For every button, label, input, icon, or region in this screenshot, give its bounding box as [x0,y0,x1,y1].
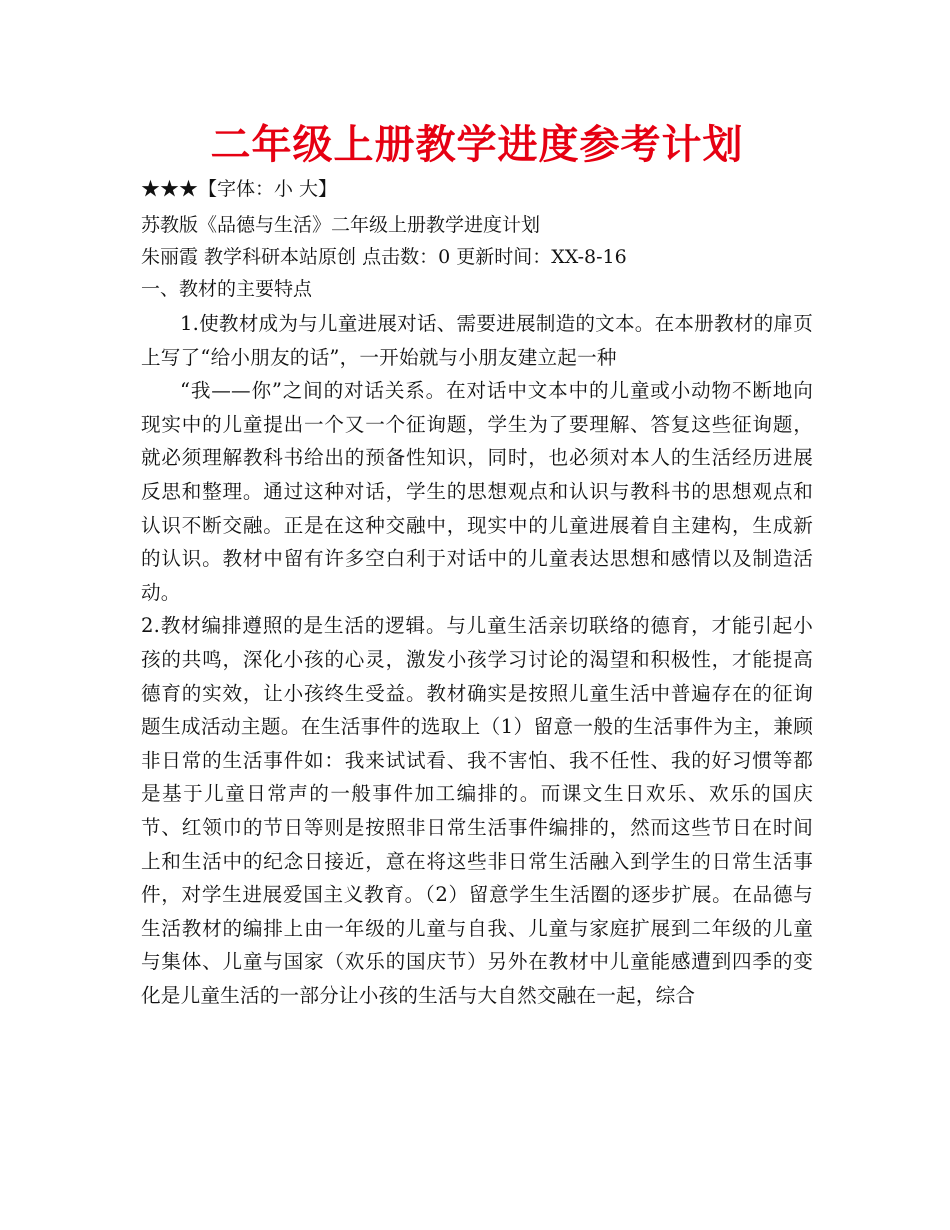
paragraph-1: 1.使教材成为与儿童进展对话、需要进展制造的文本。在本册教材的扉页上写了“给小朋友的话”，一开始就与小朋友建立起一种 [141,312,813,369]
document-byline: 朱丽霞 教学科研本站原创 点击数：0 更新时间：XX-8-16 [141,246,627,268]
paragraph-3: 2.教材编排遵照的是生活的逻辑。与儿童生活亲切联络的德育，才能引起小孩的共鸣，深化小孩的心灵，激发小孩学习讨论的渴望和积极性，才能提高德育的实效，让小孩终生受益。教材确实是按照儿童生活中普遍存在的征询题生成活动主题。在生活事件的选取上（1）留意一般的生活事件为主，兼顾非日常的生活事件如：我来试试看、我不害怕、我不任性、我的好习惯等都是基于儿童日常声的一般事件加工编排的。而课文生日欢乐、欢乐的国庆节、红领巾的节日等则是按照非日常生活事件编排的，然而这些节日在时间上和生活中的纪念日接近，意在将这些非日常生活融入到学生的日常生活事件，对学生进展爱国主义教育。（2）留意学生生活圈的逐步扩展。在品德与生活教材的编排上由一年级的儿童与自我、儿童与家庭扩展到二年级的儿童与集体、儿童与国家（欢乐的国庆节）另外在教材中儿童能感遭到四季的变化是儿童生活的一部分让小孩的生活与大自然交融在一起，综合 [141,614,813,1007]
document-subtitle: 苏教版《品德与生活》二年级上册教学进度计划 [141,214,541,236]
font-size-line: ★★★【字体：小 大】 [141,178,338,200]
document-title: 二年级上册教学进度参考计划 [210,122,744,168]
section-heading: 一、教材的主要特点 [141,278,313,300]
paragraph-2: “我——你”之间的对话关系。在对话中文本中的儿童或小动物不断地向现实中的儿童提出一个又一个征询题，学生为了要理解、答复这些征询题，就必须理解教科书给出的预备性知识，同时，也必须对本人的生活经历进展反思和整理。通过这种对话，学生的思想观点和认识与教科书的思想观点和认识不断交融。正是在这种交融中，现实中的儿童进展着自主建构，生成新的认识。教材中留有许多空白利于对话中的儿童表达思想和感情以及制造活动。 [141,379,813,604]
document-page [141,118,813,1012]
